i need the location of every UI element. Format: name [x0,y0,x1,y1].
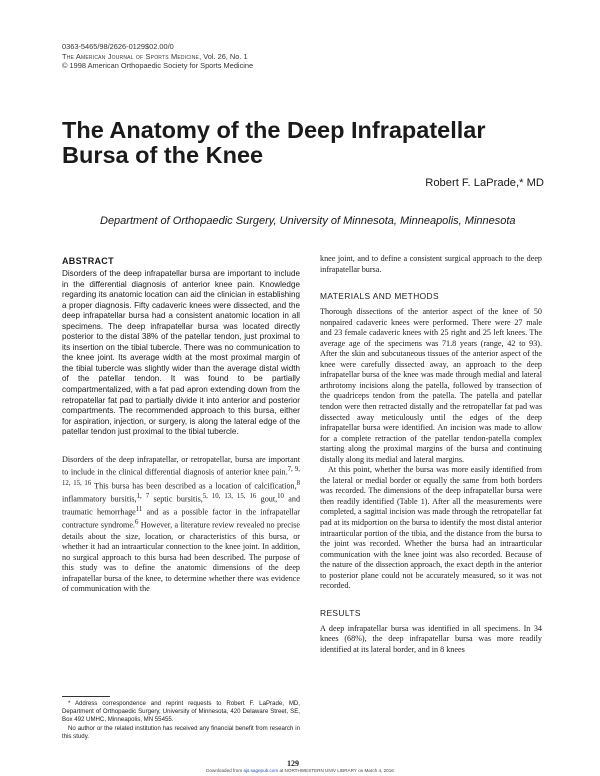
citation: 10 [277,492,284,500]
intro-text: However, a literature review revealed no precise details about the size, location, or characteristics of this bursa, or whether it had an intraarticular connection to the knee joint. In addition, no surgical approach to this bursa had been described. The purpose of this study was to define the anatomic dimensions of the deep infrapatellar bursa of the knee, to determine whether there was evidence of communication with the [62,521,300,594]
copyright-line: © 1998 American Orthopaedic Society for Sports Medicine [62,61,254,71]
footnote-rule [62,696,110,697]
methods-paragraph-1: Thorough dissections of the anterior aspect of the knee of 50 nonpaired cadaveric knees were performed. There were 27 male and 23 female cadaveric knees with 25 right and 25 left knees. The average age of the specimens was 71.8 years (range, 42 to 93). After the skin and subcutaneous tissues of the anterior aspect of the knee were carefully dissected away, an approach to the deep infrapatellar bursa of the knee was made through medial and lateral arthrotomy incisions along the patella, followed by transection of the quadriceps tendon from the patella. The patella and patellar tendon were then retracted distally and the retropatellar fat pad was dissected away meticulously until the edges of the deep infrapatellar bursa were identified. An incision was made to allow for a complete retraction of the patellar tendon-patella complex starting along the proximal margins of the bursa and continuing distally along its medial and lateral margins. [320,307,542,464]
intro-text: septic bursitis, [149,494,203,504]
results-paragraph-1: A deep infrapatellar bursa was identified in all specimens. In 34 knees (68%), the deep infrapatellar bursa was more readily identified at its lateral border, and in 8 knees [320,623,542,654]
intro-continuation: knee joint, and to define a consistent surgical approach to the deep infrapatellar bursa. [320,254,542,274]
citation: 6 [134,519,139,527]
citation: 1, 7 [136,492,150,500]
abstract-section [62,256,300,438]
journal-volume: , Vol. 26, No. 1 [199,51,248,61]
citation: 11 [135,506,143,514]
citation: 5, 10, 13, 15, 16 [202,492,257,500]
download-link[interactable]: ajs.sagepub.com [243,768,279,773]
download-prefix: Downloaded from [206,768,244,773]
intro-text: and as a possible factor in the infrapatellar contracture syndrome. [62,507,301,531]
download-suffix: at NORTHWESTERN UNIV LIBRARY on March 4, 2016 [278,768,394,773]
citation: 8 [296,479,300,487]
author-affiliation: Department of Orthopaedic Surgery, University of Minnesota, Minneapolis, Minnesota [100,215,516,227]
footnote-correspondence: * Address correspondence and reprint requests to Robert F. LaPrade, MD, Department of Orthopaedic Surgery, University of Minnesota, 420 Delaware Street, SE, Box 492 UMHC, Minneapolis, MN 55455. [62,700,300,724]
abstract-heading: ABSTRACT [62,256,114,266]
intro-text: This bursa has been described as a location of calcification, [91,481,297,491]
footnotes [62,696,300,741]
methods-paragraph-2: At this point, whether the bursa was more easily identified from the lateral or medial border or equally the same from both borders was recorded. The dimensions of the deep infrapatellar bursa were then readily identified (Table 1). After all the measurements were completed, a sagittal incision was made through the retropatellar fat pad at its midportion on the bursa to identify the most distal anterior intraarticular portion of the tibia, and the distance from the bursa to the joint was recorded. Whether the bursa had an intraarticular communication with the knee joint was also recorded. Because of the nature of the dissection approach, the exact depth in the anterior to posterior plane could not be accurately measured, so it was not recorded. [320,465,542,591]
results-heading: RESULTS [320,607,361,618]
abstract-text: Disorders of the deep infrapatellar bursa are important to include in the differential diagnosis of anterior knee pain. Knowledge regarding its anatomic location can aid the clinician in establishing a proper diagnosis. Fifty cadaveric knees were dissected, and the deep infrapatellar bursa had a consistent anatomic location in all specimens. The deep infrapatellar bursa was located directly posterior to the distal 38% of the patellar tendon, just proximal to its insertion on the tibial tubercle. There was no communication to the knee joint. Its average width at the most proximal margin of the tibial tubercle was slightly wider than the average distal width of the patellar tendon. It was found to be partially compartmentalized, with a fat pad apron extending down from the retropatellar fat pad to partially divide it into anterior and posterior compartments. The recommended approach to this bursa, either for aspiration, injection, or surgery, is along the lateral edge of the patellar tendon just proximal to the tibial tubercle. [62,269,300,437]
article-title: The Anatomy of the Deep Infrapatellar Bursa of the Knee [62,117,486,168]
download-notice [0,768,600,773]
intro-text: gout, [256,494,278,504]
footnote-disclosure: No author or the related institution has received any financial benefit from research in this study. [62,724,300,740]
intro-text: inflammatory bursitis, [62,494,137,504]
intro-text: Disorders of the deep infrapatellar, or retropatellar, bursa are important to include in the clinical differential diagnosis of anterior knee pain. [62,454,300,478]
author-name: Robert F. LaPrade,* MD [425,177,544,189]
left-column [62,256,300,595]
journal-name: The American Journal of Sports Medicine [62,51,200,61]
right-column [320,254,542,656]
intro-paragraph [62,455,300,595]
journal-header [62,42,253,71]
page-number: 129 [287,759,299,768]
citation: 7, 9, 12, 15, 16 [62,466,300,487]
journal-line [62,52,253,62]
doi-line: 0363-5465/98/2626-0129$02.00/0 [62,42,174,51]
intro-text: and traumatic hemorrhage [62,494,301,517]
methods-heading: MATERIALS AND METHODS [320,291,439,302]
